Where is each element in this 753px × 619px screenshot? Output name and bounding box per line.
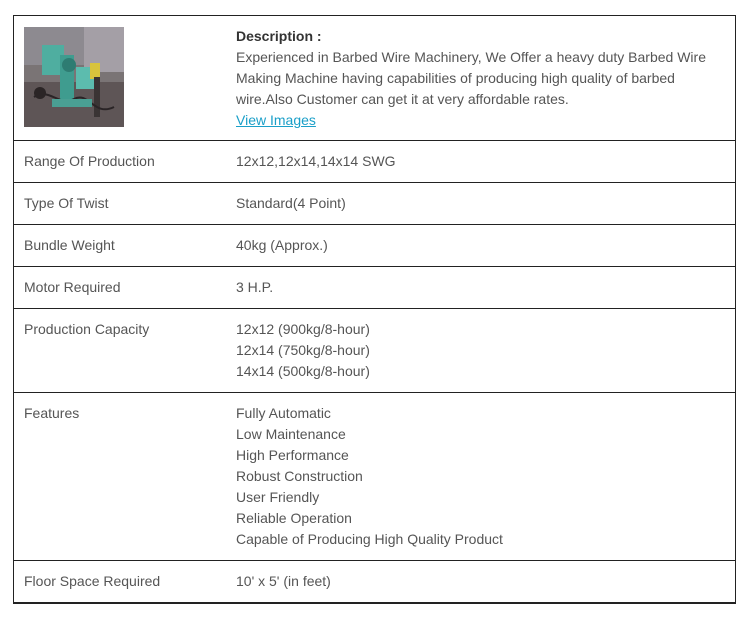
- spec-row-features: [14, 393, 736, 561]
- spec-label: Features: [14, 393, 237, 561]
- spec-label: Production Capacity: [14, 309, 237, 393]
- spec-value-line: 10' x 5' (in feet): [236, 573, 331, 589]
- spec-value-line: User Friendly: [236, 489, 320, 505]
- spec-value-line: Low Maintenance: [236, 426, 346, 442]
- spec-label: Bundle Weight: [14, 225, 237, 267]
- spec-value-line: Reliable Operation: [236, 510, 352, 526]
- spec-value: [236, 309, 736, 393]
- product-image[interactable]: [24, 27, 124, 127]
- spec-value: [236, 267, 736, 309]
- spec-value-line: 12x14 (750kg/8-hour): [236, 342, 370, 358]
- spec-label: Motor Required: [14, 267, 237, 309]
- spec-label: Type Of Twist: [14, 183, 237, 225]
- spec-label: Floor Space Required: [24, 573, 161, 589]
- spec-value-line: 40kg (Approx.): [236, 237, 328, 253]
- description-title: Description :: [236, 28, 322, 44]
- spec-row-type-of-twist: [14, 183, 736, 225]
- product-overview-row: [14, 16, 736, 141]
- spec-value-line: Capable of Producing High Quality Product: [236, 531, 503, 547]
- spec-value-line: High Performance: [236, 447, 349, 463]
- spec-value: [236, 183, 736, 225]
- spec-value: [236, 225, 736, 267]
- product-image-cell: [14, 16, 237, 141]
- spec-value-line: Fully Automatic: [236, 405, 331, 421]
- spec-row-range-of-production: [14, 141, 736, 183]
- spec-value-line: Robust Construction: [236, 468, 363, 484]
- spec-row-motor-required: [14, 267, 736, 309]
- description-text: Experienced in Barbed Wire Machinery, We Offer a heavy duty Barbed Wire Making Machine having capabilities of producing high quality of barbed wire.Also Customer can get it at very affordable rates.: [236, 49, 706, 107]
- spec-value-line: 12x12 (900kg/8-hour): [236, 321, 370, 337]
- spec-value: [236, 393, 736, 561]
- view-images-link[interactable]: View Images: [236, 112, 316, 128]
- spec-value: [236, 561, 736, 604]
- spec-value-line: 3 H.P.: [236, 279, 274, 295]
- spec-row-production-capacity: [14, 309, 736, 393]
- product-description-cell: [236, 16, 736, 141]
- spec-row-bundle-weight: [14, 225, 736, 267]
- spec-row-floor-space-required: [14, 561, 736, 604]
- spec-value-line: 12x12,12x14,14x14 SWG: [236, 153, 396, 169]
- spec-value-line: Standard(4 Point): [236, 195, 346, 211]
- spec-value-line: 14x14 (500kg/8-hour): [236, 363, 370, 379]
- product-spec-table: [13, 15, 736, 604]
- spec-label: Range Of Production: [14, 141, 237, 183]
- spec-value: [236, 141, 736, 183]
